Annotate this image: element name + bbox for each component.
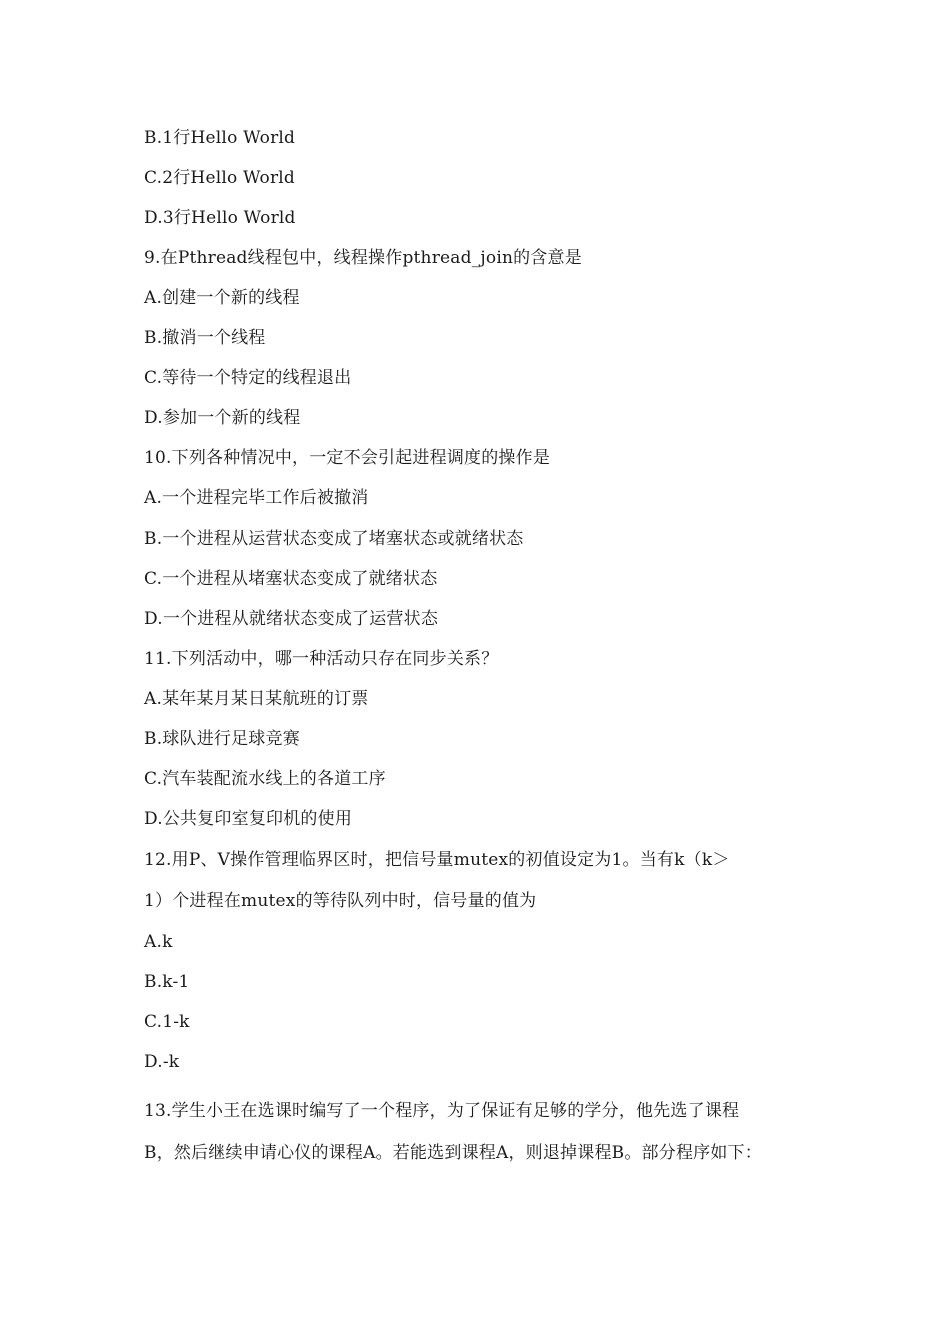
option-a-q12: A.k [144,932,173,952]
option-d-q12: D.-k [144,1052,180,1072]
question-10: 10.下列各种情况中，一定不会引起进程调度的操作是 [144,448,551,468]
question-12-line-2: 1）个进程在mutex的等待队列中时，信号量的值为 [144,891,537,911]
option-a-q11: A.某年某月某日某航班的订票 [144,689,369,709]
option-a-q10: A.一个进程完毕工作后被撤消 [144,488,369,508]
option-d-q9: D.参加一个新的线程 [144,408,301,428]
option-d-q8: D.3行Hello World [144,208,296,228]
option-c-q9: C.等待一个特定的线程退出 [144,368,352,388]
option-c-q10: C.一个进程从堵塞状态变成了就绪状态 [144,569,438,589]
option-c-q11: C.汽车装配流水线上的各道工序 [144,769,386,789]
option-b-q8: B.1行Hello World [144,128,296,148]
option-b-q11: B.球队进行足球竞赛 [144,729,300,749]
question-9: 9.在Pthread线程包中，线程操作pthread_join的含意是 [144,248,582,268]
option-b-q9: B.撤消一个线程 [144,328,266,348]
question-12-line-1: 12.用P、V操作管理临界区时，把信号量mutex的初值设定为1。当有k（k＞ [144,850,730,870]
option-d-q11: D.公共复印室复印机的使用 [144,809,353,829]
option-c-q12: C.1-k [144,1012,190,1032]
question-13-line-2: B，然后继续申请心仪的课程A。若能选到课程A，则退掉课程B。部分程序如下： [144,1143,762,1163]
option-c-q8: C.2行Hello World [144,168,296,188]
question-13-line-1: 13.学生小王在选课时编写了一个程序，为了保证有足够的学分，他先选了课程 [144,1101,740,1121]
option-d-q10: D.一个进程从就绪状态变成了运营状态 [144,609,439,629]
option-b-q10: B.一个进程从运营状态变成了堵塞状态或就绪状态 [144,529,524,549]
option-b-q12: B.k-1 [144,972,190,992]
question-11: 11.下列活动中，哪一种活动只存在同步关系？ [144,649,499,669]
option-a-q9: A.创建一个新的线程 [144,288,300,308]
